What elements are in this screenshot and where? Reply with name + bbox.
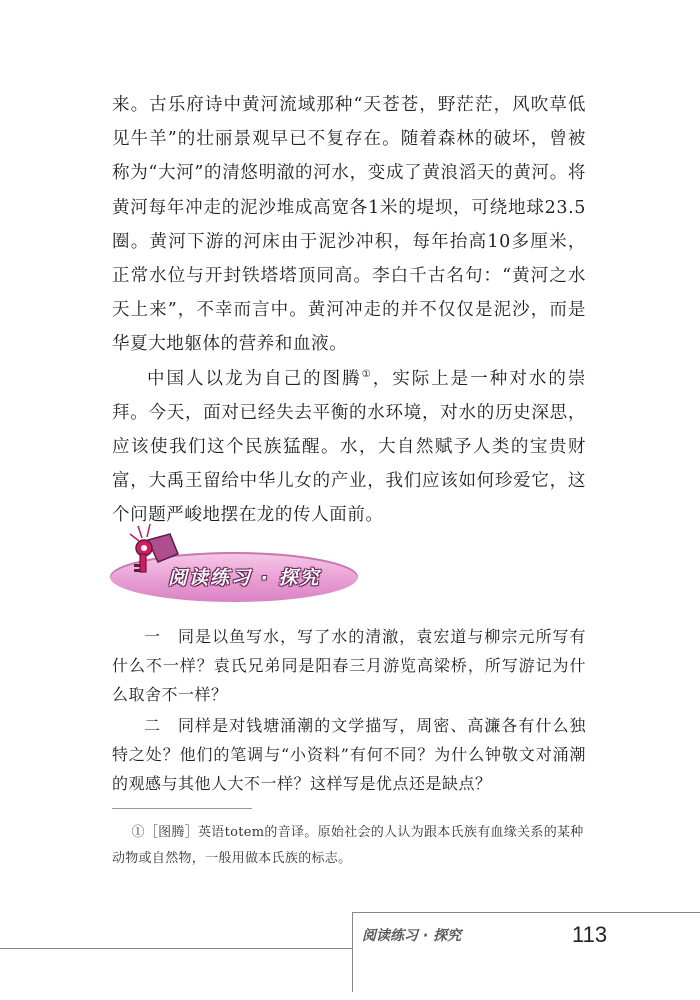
footnote xyxy=(112,820,586,872)
footnote-text: ①［图腾］英语totem的音译。原始社会的人认为跟本氏族有血缘关系的某种动物或自然物，一般用做本氏族的标志。 xyxy=(112,825,584,866)
question-2: 二 同样是对钱塘涌潮的文学描写，周密、高濂各有什么独特之处？他们的笔调与“小资料”有何不同？为什么钟敬文对涌潮的观感与其他人大不一样？这样写是优点还是缺点？ xyxy=(112,716,586,793)
footnote-divider xyxy=(112,808,252,809)
section-title: 阅读练习 · 探究 xyxy=(168,567,321,589)
body-text xyxy=(112,88,586,533)
page-number: 113 xyxy=(572,922,608,947)
section-banner xyxy=(110,520,370,610)
paragraph-2-text-b: ，实际上是一种对水的崇拜。今天，面对已经失去平衡的水环境，对水的历史深思，应该使我们这个民族猛醒。水，大自然赋予人类的宝贵财富，大禹王留给中华儿女的产业，我们应该如何珍爱它，这个问题严峻地摆在龙的传人面前。 xyxy=(112,368,586,526)
footer-rule-left xyxy=(0,948,352,949)
paragraph-2-text-a: 中国人以龙为自己的图腾 xyxy=(147,368,362,389)
footer-section-label: 阅读练习 · 探究 xyxy=(362,928,462,944)
footer-rule-top xyxy=(352,912,700,913)
paragraph-1 xyxy=(112,88,586,362)
exercise-questions xyxy=(112,622,586,800)
footer-rule-vertical xyxy=(352,912,353,992)
footnote-marker[interactable]: ① xyxy=(361,368,373,380)
paragraph-1-text: 来。古乐府诗中黄河流域那种“天苍苍，野茫茫，风吹草低见牛羊”的壮丽景观早已不复存在。随着森林的破坏，曾被称为“大河”的清悠明澈的河水，变成了黄浪滔天的黄河。将黄河每年冲走的泥沙堆成高宽各1米的堤坝，可绕地球23.5圈。黄河下游的河床由于泥沙冲积，每年抬高10多厘米，正常水位与开封铁塔塔顶同高。李白千古名句：“黄河之水天上来”，不幸而言中。黄河冲走的并不仅仅是泥沙，而是华夏大地躯体的营养和血液。 xyxy=(112,95,586,355)
paragraph-2 xyxy=(112,362,586,533)
question-1: 一 同是以鱼写水，写了水的清澈，袁宏道与柳宗元所写有什么不一样？袁氏兄弟同是阳春三月游览高梁桥，所写游记为什么取舍不一样？ xyxy=(112,627,586,704)
